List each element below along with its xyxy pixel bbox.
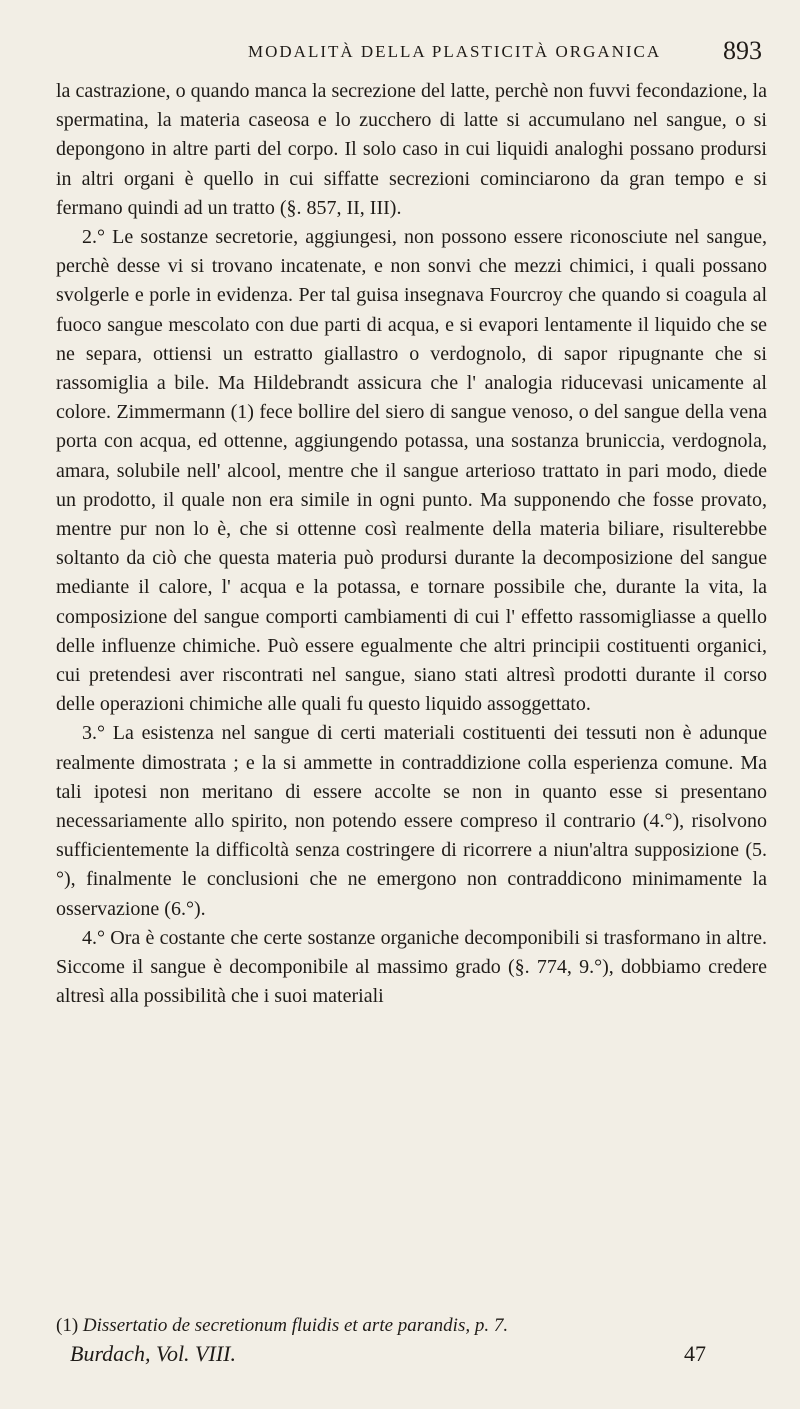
footnote-page-ref: p. 7. [474, 1315, 509, 1336]
footnote-marker: (1) [56, 1315, 79, 1336]
paragraph-point-3: 3.° La esistenza nel sangue di certi materiali costituenti dei tessuti non è adunque realmente dimostrata ; e la si ammette in contraddizione colla esperienza comune. Ma tali ipotesi non meritano di essere accolte se non in quanto esse si presentano necessariamente allo spirito, non potendo essere compreso il contrario (4.°), risolvono sufficientemente la difficoltà senza costringere di ricorrere a niun'altra supposizione (5.°), finalmente le conclusioni che ne emergono non contraddicono minimamente la osservazione (6.°). [56, 722, 767, 920]
paragraph-continuation: la castrazione, o quando manca la secrezione del latte, perchè non fuvvi fecondazione, la spermatina, la materia caseosa e lo zucchero di latte si accumulano nel sangue, o si depongono in altre parti del corpo. Il solo caso in cui liquidi analoghi possano prodursi in altri organi è quello in cui siffatte secrezioni cominciarono da gran tempo e si fermano quindi ad un tratto (§. 857, II, III). [56, 80, 767, 219]
signature-mark: Burdach, Vol. VIII. [70, 1341, 236, 1366]
running-title: MODALITÀ DELLA PLASTICITÀ ORGANICA [248, 42, 662, 61]
page-number: 893 [723, 36, 762, 65]
paragraph-point-4: 4.° Ora è costante che certe sostanze organiche decomponibili si trasformano in altre. Siccome il sangue è decomponibile al massimo grado (§. 774, 9.°), dobbiamo credere altresì alla possibilità che i suoi materiali [56, 926, 767, 1008]
footnote [56, 1312, 767, 1340]
paragraph-point-2: 2.° Le sostanze secretorie, aggiungesi, non possono essere riconosciute nel sangue, perchè desse vi si trovano incatenate, e non sonvi che mezzi chimici, i quali possano svolgerle e porle in evidenza. Per tal guisa insegnava Fourcroy che quando si coagula al fuoco sangue mescolato con due parti di acqua, e si evapori lentamente il liquido che se ne separa, ottiensi un estratto giallastro o verdognolo, di sapor ripugnante che si rassomiglia a bile. Ma Hildebrandt assicura che l' analogia riducevasi unicamente al colore. Zimmermann (1) fece bollire del siero di sangue venoso, o del sangue della vena porta con acqua, ed ottenne, aggiungendo potassa, una sostanza bruniccia, verdognola, amara, solubile nell' alcool, mentre che il sangue arterioso trattato in pari modo, diede un prodotto, il quale non era simile in ogni punto. Ma supponendo che fosse provato, mentre pur non lo è, che si ottenne così realmente della materia biliare, risulterebbe soltanto da ciò che questa materia può prodursi durante la decomposizione del sangue mediante il calore, l' acqua e la potassa, e tornare possibile che, durante la vita, la composizione del sangue comporti cambiamenti di cui l' effetto rassomigliasse a quello delle influenze chimiche. Può essere egualmente che altri principii costituenti organici, cui pretendesi aver riscontrati nel sangue, siano stati altresì prodotti durante il corso delle operazioni chimiche alle quali fu questo liquido assoggettato. [56, 226, 767, 716]
signature-number: 47 [684, 1341, 706, 1366]
signature-line [56, 1340, 767, 1370]
footnote-title: Dissertatio de secretionum fluidis et arte parandis, [82, 1315, 471, 1336]
running-head [0, 36, 800, 76]
body-text [56, 77, 767, 1012]
footnote-area [56, 1312, 767, 1370]
